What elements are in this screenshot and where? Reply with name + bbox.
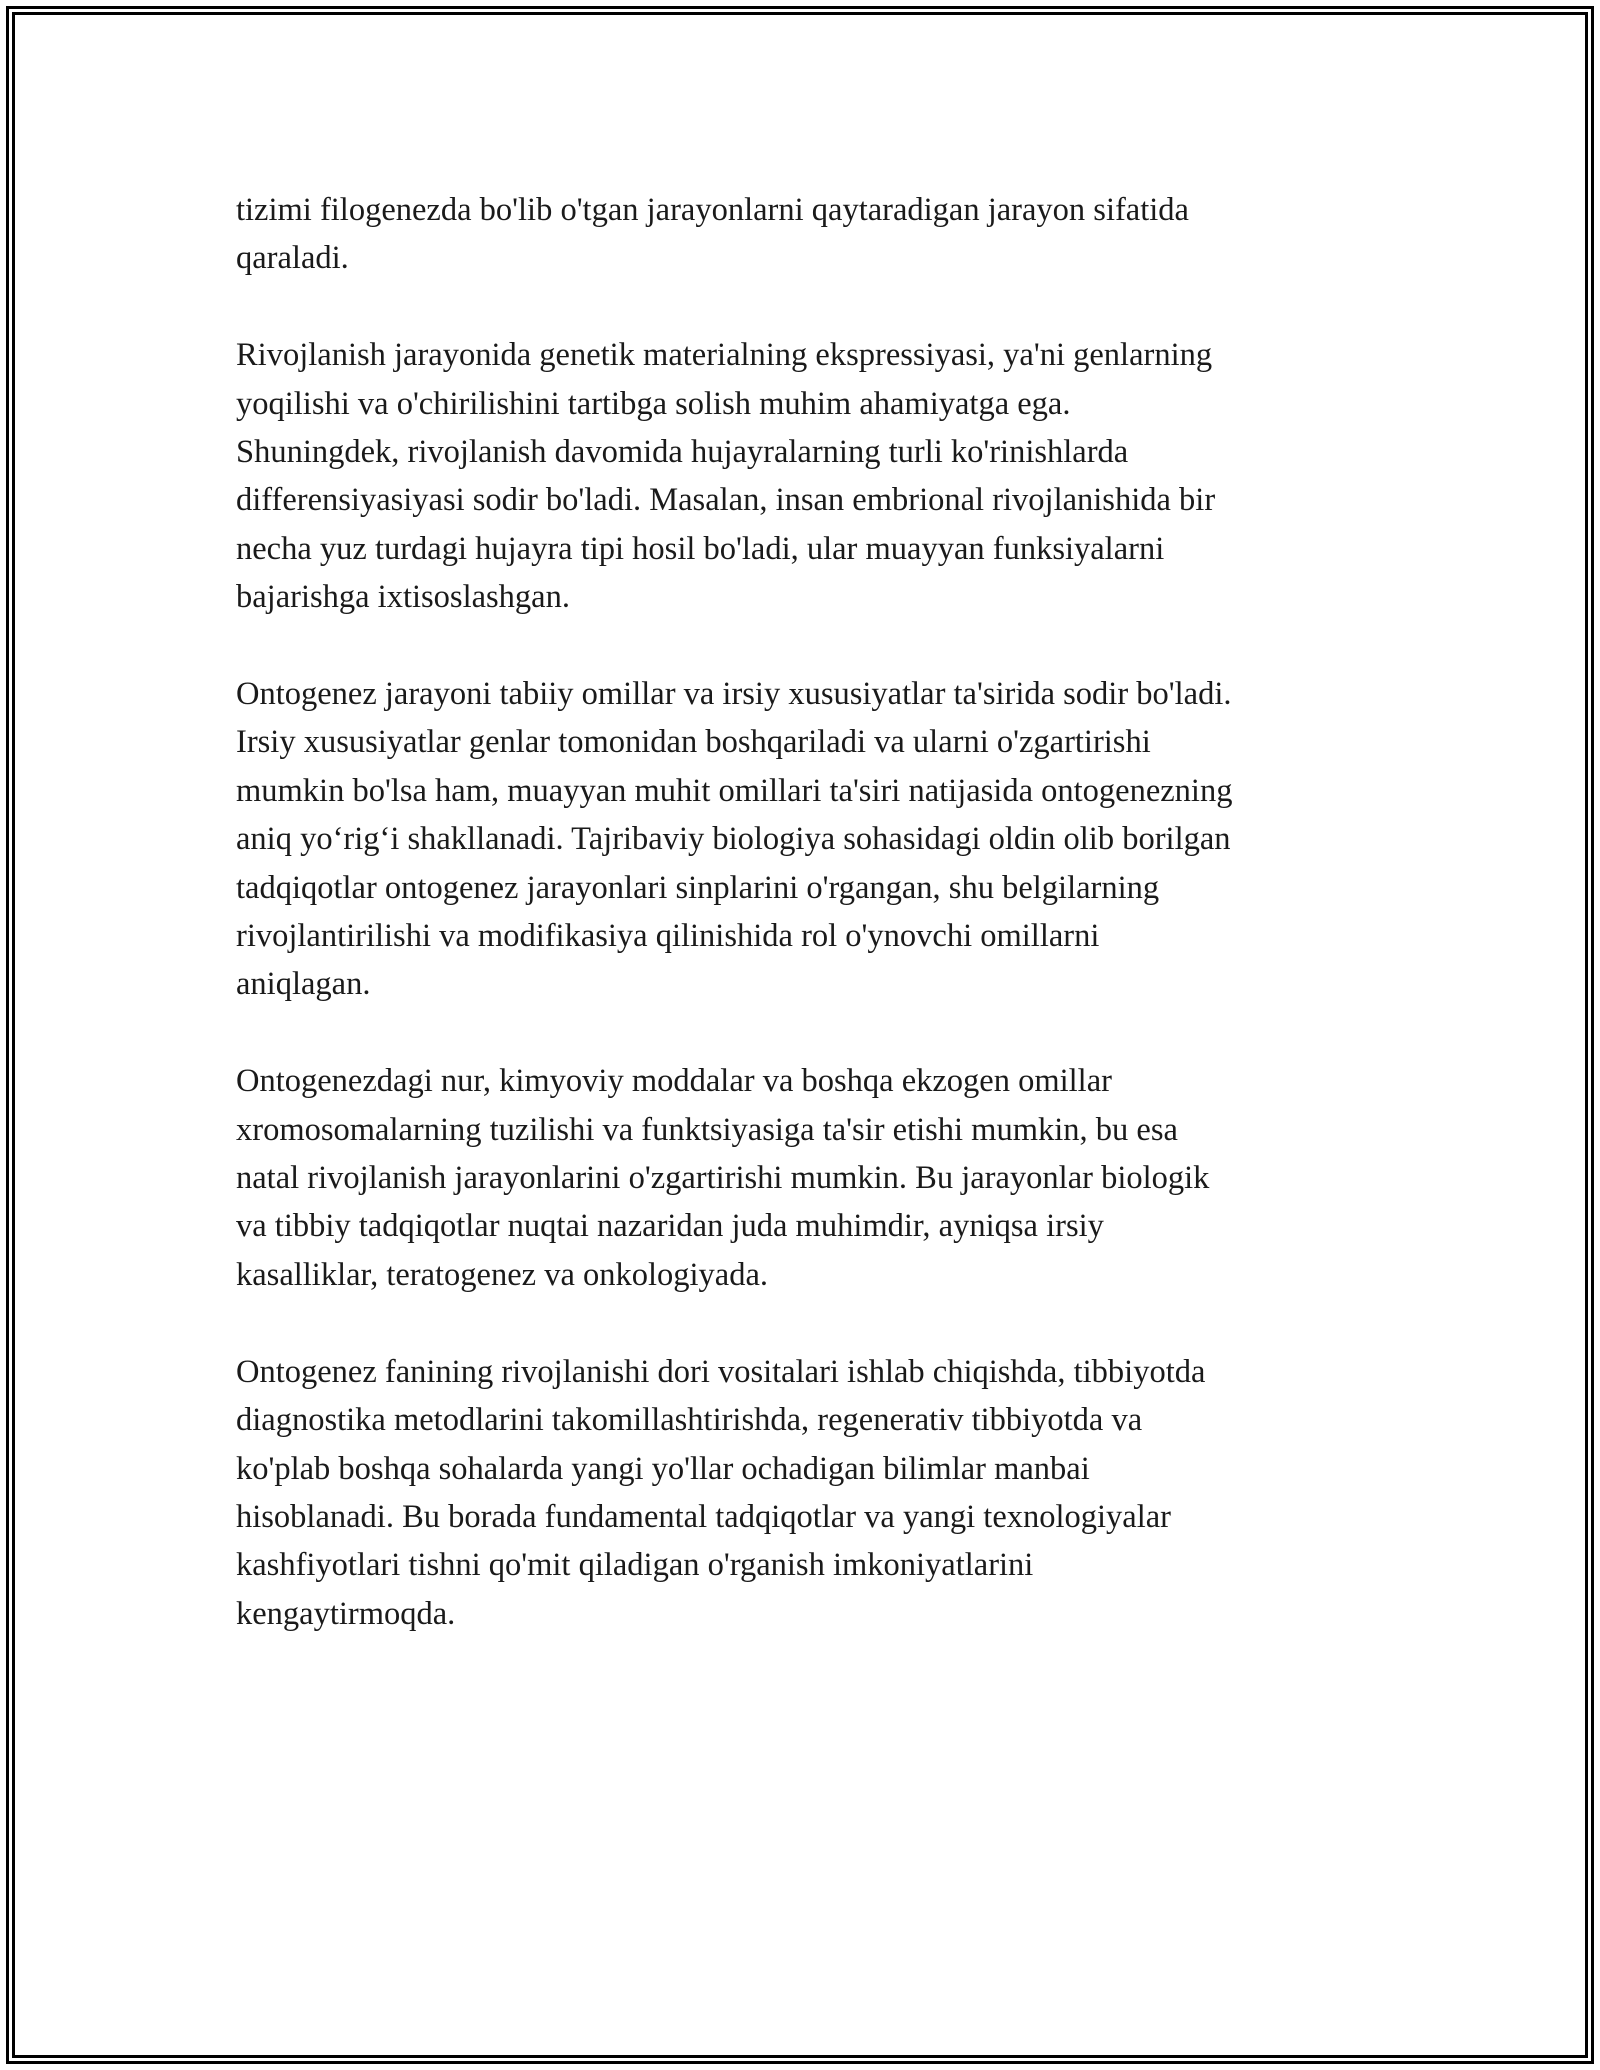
text-line: diagnostika metodlarini takomillashtirishda, regenerativ tibbiyotda va: [236, 1402, 1143, 1439]
paragraph-2: [236, 331, 1386, 621]
text-line: bajarishga ixtisoslashgan.: [236, 579, 570, 616]
text-line: ko'plab boshqa sohalarda yangi yo'llar ochadigan bilimlar manbai: [236, 1450, 1090, 1487]
text-line: yoqilishi va o'chirilishini tartibga solish muhim ahamiyatga ega.: [236, 385, 1071, 422]
text-line: tadqiqotlar ontogenez jarayonlari sinplarini o'rgangan, shu belgilarning: [236, 869, 1160, 906]
text-line: differensiyasiyasi sodir bo'ladi. Masalan, insan embrional rivojlanishida bir: [236, 482, 1216, 519]
text-line: Ontogenez fanining rivojlanishi dori vositalari ishlab chiqishda, tibbiyotda: [236, 1353, 1206, 1390]
paragraph-1: [236, 186, 1386, 283]
text-line: kashfiyotlari tishni qo'mit qiladigan o'rganish imkoniyatlarini: [236, 1547, 1034, 1584]
text-line: necha yuz turdagi hujayra tipi hosil bo'ladi, ular muayyan funksiyalarni: [236, 530, 1165, 567]
text-line: hisoblanadi. Bu borada fundamental tadqiqotlar va yangi texnologiyalar: [236, 1498, 1172, 1535]
text-line: Irsiy xususiyatlar genlar tomonidan boshqariladi va ularni o'zgartirishi: [236, 724, 1151, 761]
paragraph-4: [236, 1057, 1386, 1299]
text-line: qaraladi.: [236, 240, 349, 277]
text-line: Ontogenezdagi nur, kimyoviy moddalar va boshqa ekzogen omillar: [236, 1063, 1112, 1100]
text-line: Ontogenez jarayoni tabiiy omillar va irsiy xususiyatlar ta'sirida sodir bo'ladi.: [236, 676, 1232, 713]
paragraph-3: [236, 670, 1386, 1009]
text-line: va tibbiy tadqiqotlar nuqtai nazaridan juda muhimdir, ayniqsa irsiy: [236, 1208, 1104, 1245]
text-line: Shuningdek, rivojlanish davomida hujayralarning turli ko'rinishlarda: [236, 434, 1129, 471]
text-line: Rivojlanish jarayonida genetik materialning ekspressiyasi, ya'ni genlarning: [236, 337, 1213, 374]
text-line: rivojlantirilishi va modifikasiya qilinishida rol o'ynovchi omillarni: [236, 918, 1100, 955]
text-line: mumkin bo'lsa ham, muayyan muhit omillari ta'siri natijasida ontogenezning: [236, 772, 1233, 809]
text-line: aniq yo‘rig‘i shakllanadi. Tajribaviy biologiya sohasidagi oldin olib borilgan: [236, 821, 1231, 858]
text-line: kengaytirmoqda.: [236, 1595, 456, 1632]
text-line: aniqlagan.: [236, 966, 371, 1003]
paragraph-5: [236, 1348, 1386, 1638]
text-line: tizimi filogenezda bo'lib o'tgan jarayonlarni qaytaradigan jarayon sifatida: [236, 192, 1189, 228]
text-line: natal rivojlanish jarayonlarini o'zgartirishi mumkin. Bu jarayonlar biologik: [236, 1160, 1210, 1197]
text-line: xromosomalarning tuzilishi va funktsiyasiga ta'sir etishi mumkin, bu esa: [236, 1111, 1178, 1148]
document-body: [236, 186, 1386, 1687]
text-line: kasalliklar, teratogenez va onkologiyada.: [236, 1256, 769, 1293]
